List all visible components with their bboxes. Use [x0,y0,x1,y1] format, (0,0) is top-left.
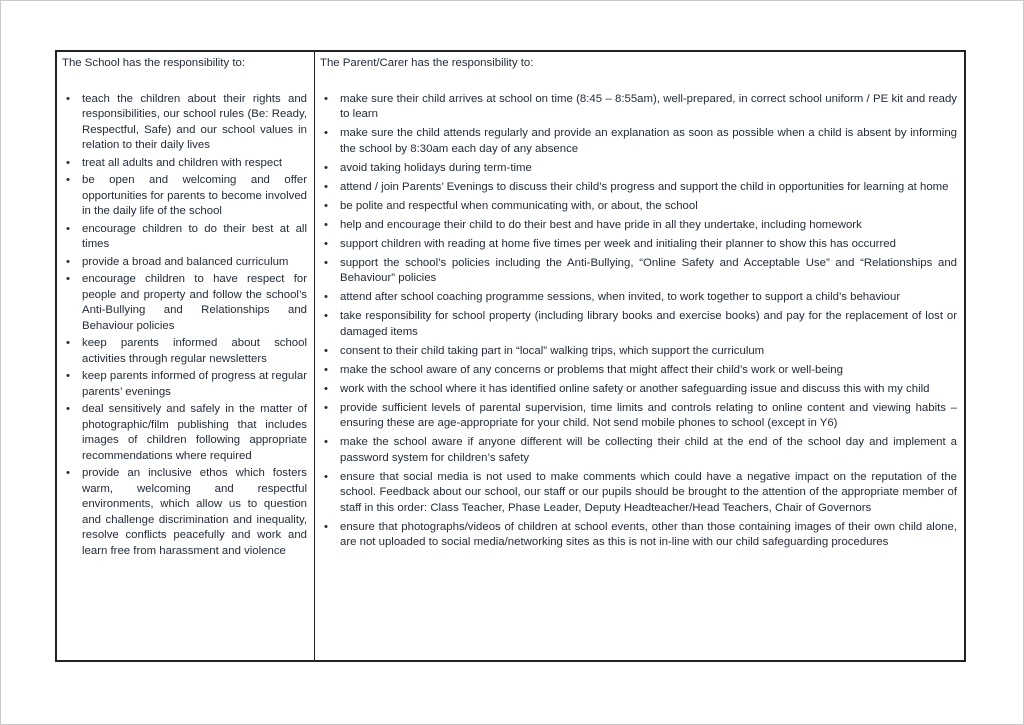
list-item [66,173,307,220]
bullet-icon: • [324,382,328,395]
bullet-text: ensure that photographs/videos of children at school events, other than those containing images of their own child alone, are not uploaded to social media/networking sites as this is not in-line with our child safeguarding procedures [340,520,957,548]
list-item [324,520,957,551]
bullet-icon: • [324,256,328,269]
bullet-text: work with the school where it has identified online safety or another safeguarding issue and discuss this with my child [340,382,930,395]
bullet-text: make the school aware if anyone different will be collecting their child at the end of the school day and implement a password system for children’s safety [340,436,957,464]
parent-column [315,52,964,660]
list-item [66,369,307,400]
bullet-icon: • [66,174,70,186]
list-item [324,309,957,340]
bullet-icon: • [324,92,328,105]
list-item [66,272,307,334]
bullet-icon: • [66,273,70,285]
list-item [66,336,307,367]
bullet-text: help and encourage their child to do their best and have pride in all they undertake, including homework [340,218,862,231]
bullet-text: attend after school coaching programme sessions, when invited, to work together to support a child’s behaviour [340,291,901,303]
parent-column-header: The Parent/Carer has the responsibility to: [320,57,534,69]
bullet-icon: • [66,370,70,382]
bullet-text: attend / join Parents’ Evenings to discuss their child’s progress and support the child in opportunities for learning at home [340,180,949,193]
bullet-icon: • [324,436,328,448]
list-item [324,470,957,517]
agreement-table [55,50,966,662]
school-column-header: The School has the responsibility to: [62,57,245,69]
bullet-text: encourage children to do their best at all times [82,222,307,250]
list-item [324,290,957,306]
bullet-icon: • [66,403,70,415]
bullet-text: provide sufficient levels of parental supervision, time limits and controls relating to online content and viewing habits – ensuring these are age-appropriate for your child. Not send mobile phones to school (except in Y6) [340,401,957,429]
list-item [324,218,957,234]
list-item [324,382,957,398]
bullet-icon: • [324,199,328,212]
bullet-icon: • [324,470,328,483]
parent-bullet-list [320,92,957,551]
bullet-text: take responsibility for school property (including library books and exercise books) and pay for the replacement of lost or damaged items [340,310,957,338]
bullet-text: be polite and respectful when communicating with, or about, the school [340,199,698,212]
list-item [324,126,957,157]
school-bullet-list [62,92,307,560]
bullet-icon: • [324,127,328,139]
bullet-icon: • [66,467,70,479]
bullet-icon: • [324,218,328,231]
bullet-icon: • [324,363,328,376]
list-item [324,237,957,253]
list-item [324,344,957,360]
list-item [66,222,307,253]
bullet-icon: • [324,161,328,174]
bullet-icon: • [66,337,70,349]
bullet-text: encourage children to have respect for people and property and follow the school’s Anti-Bullying and Relationships and Behaviour policies [82,273,307,332]
bullet-icon: • [324,401,328,414]
school-column [57,52,315,660]
bullet-icon: • [66,92,70,105]
list-item [324,92,957,123]
bullet-icon: • [66,156,70,169]
list-item [66,156,307,172]
bullet-text: be open and welcoming and offer opportunities for parents to become involved in the daily life of the school [82,174,307,217]
list-item [324,363,957,379]
bullet-text: make the school aware of any concerns or problems that might affect their child’s work or well-being [340,363,843,376]
bullet-icon: • [324,237,328,250]
bullet-icon: • [324,520,328,533]
bullet-text: keep parents informed about school activities through regular newsletters [82,337,307,365]
list-item [324,199,957,215]
bullet-text: make sure their child arrives at school on time (8:45 – 8:55am), well-prepared, in correct school uniform / PE kit and ready to learn [340,92,957,120]
bullet-icon: • [324,344,328,357]
bullet-icon: • [324,291,328,303]
list-item [324,435,957,466]
bullet-text: ensure that social media is not used to make comments which could have a negative impact on the reputation of the school. Feedback about our school, our staff or our pupils should be brought to the attention of the appropriate member of staff in this order: Class Teacher, Phase Leader, Deputy Headteacher/Head Teachers, Chair of Governors [340,470,957,514]
bullet-text: deal sensitively and safely in the matter of photographic/film publishing that includes images of children following appropriate recommendations where required [82,403,307,462]
list-item [66,92,307,154]
bullet-text: keep parents informed of progress at regular parents’ evenings [82,370,307,398]
bullet-icon: • [66,222,70,235]
bullet-icon: • [66,255,70,268]
list-item [324,161,957,177]
bullet-text: consent to their child taking part in “local” walking trips, which support the curriculum [340,344,765,357]
list-item [66,255,307,271]
bullet-text: support the school’s policies including the Anti-Bullying, “Online Safety and Acceptable Use” and “Relationships and Behaviour” policies [340,256,957,284]
list-item [324,401,957,432]
bullet-text: provide an inclusive ethos which fosters warm, welcoming and respectful environments, which allow us to question and challenge discrimination and inequality, resolve conflicts peacefully and work and learn free from harassment and violence [82,467,307,557]
list-item [324,180,957,196]
list-item [324,256,957,287]
list-item [66,402,307,464]
list-item [66,466,307,559]
bullet-text: treat all adults and children with respect [82,156,283,169]
bullet-text: make sure the child attends regularly and provide an explanation as soon as possible when a child is absent by informing the school by 8:30am each day of any absence [340,127,957,155]
bullet-icon: • [324,310,328,322]
bullet-text: support children with reading at home five times per week and initialing their planner to show this has occurred [340,237,896,250]
bullet-text: avoid taking holidays during term-time [340,161,532,174]
bullet-icon: • [324,180,328,193]
bullet-text: teach the children about their rights and responsibilities, our school rules (Be: Ready, Respectful, Safe) and our school values in relation to their daily lives [82,92,307,151]
bullet-text: provide a broad and balanced curriculum [82,255,289,268]
